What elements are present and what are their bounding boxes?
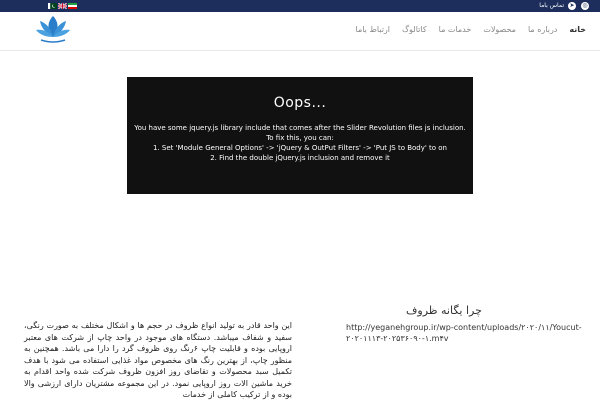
slider-error-box — [127, 77, 473, 194]
top-bar — [0, 0, 600, 12]
flag-uk-icon[interactable] — [58, 3, 67, 9]
why-section-title: چرا یگانه ظروف — [406, 304, 482, 317]
flag-pakistan-icon[interactable] — [48, 3, 57, 9]
nav-item-contact[interactable]: ارتباط باما — [355, 25, 391, 34]
lotus-logo-icon[interactable] — [35, 13, 71, 45]
instagram-icon[interactable]: ◎ — [582, 2, 588, 9]
slider-error-line: 1. Set 'Module General Options' -> 'jQuery & OutPut Filters' -> 'Put JS to Body' to on — [152, 144, 447, 152]
main-menu — [356, 25, 586, 34]
slider-error-line: To fix this, you can: — [266, 134, 334, 142]
nav-item-home[interactable]: خانه — [569, 25, 586, 34]
slider-error-line: You have some jquery.js library include that comes after the Slider Revolution files js inclusion. — [134, 124, 466, 132]
slider-error-title: Oops... — [273, 95, 327, 111]
about-paragraph: این واحد قادر به تولید انواع ظروف در حجم ها و اشکال مختلف به صورت رنگی، سفید و شفاف میباشد. دستگاه های موجود در واحد چاپ از شرکت های معتبر اروپایی بوده و قابلیت چاپ ۶رنگ روی ظروف گرد را دارا می باشد. همچنین به منظور چاپ، از بهترین رنگ های مخصوص مواد غذایی استفاده می شود با هدف تکمیل سبد محصولات و تقاضای روز افزون ظروف شرکت شده واحد اقدام به خرید ماشین الات روز اروپایی نمود. در این مجموعه مشتریان دارای ارزشی والا بوده و از ترکیب کاملی از خدمات — [24, 321, 292, 399]
nav-item-about[interactable]: درباره ما — [527, 25, 558, 34]
contact-us-link[interactable]: تماس باما — [539, 2, 564, 9]
telegram-icon[interactable]: ➤ — [569, 2, 575, 9]
slider-error-line: 2. Find the double jQuery.js inclusion and remove it — [210, 154, 390, 162]
main-navbar — [0, 12, 600, 51]
nav-item-products[interactable]: محصولات — [483, 25, 516, 34]
nav-item-services[interactable]: خدمات ما — [438, 25, 472, 34]
flag-iran-icon[interactable] — [68, 3, 77, 9]
video-url-link[interactable]: http://yeganehgroup.ir/wp-content/uploads/۲۰۲۰/۱۱/Youcut-۲۰۲۰۱۱۱۳-۲۰۲۵۳۶۰۹۰-۱.m۴v — [346, 323, 582, 343]
nav-item-catalog[interactable]: کاتالوگ — [402, 25, 427, 34]
